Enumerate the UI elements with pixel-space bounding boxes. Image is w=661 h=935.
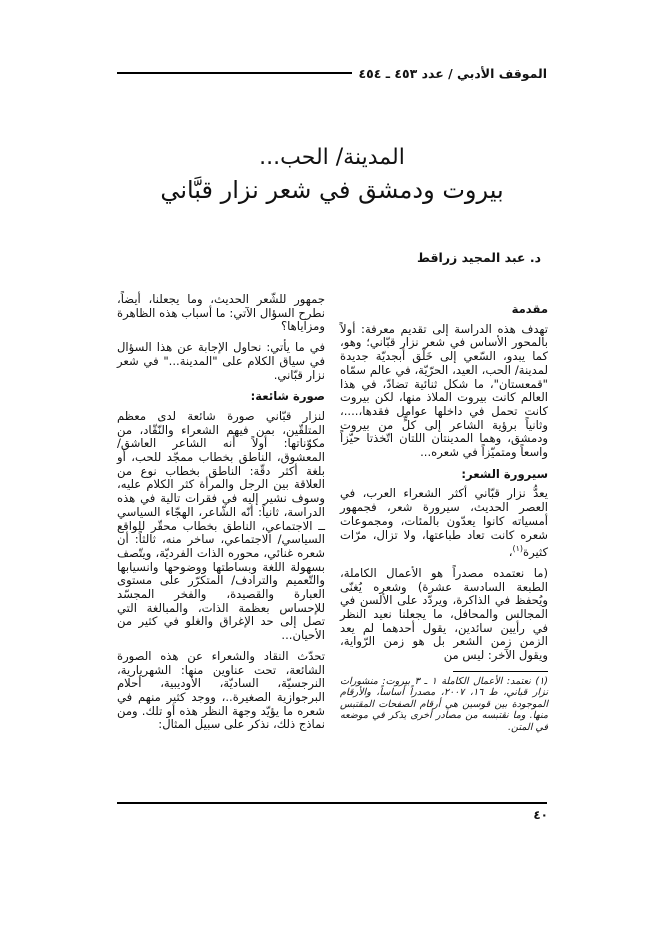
section-paragraph-1 — [340, 487, 548, 559]
article-title — [117, 143, 547, 207]
section-paragraph-1-end: ، — [508, 545, 513, 560]
running-title: الموقف الأدبي / عدد ٤٥٣ ـ ٤٥٤ — [358, 65, 547, 81]
header-rule — [117, 72, 352, 74]
footnote-marker: (١) — [512, 544, 523, 554]
left-column — [117, 293, 325, 739]
left-paragraph-4: تحدّث النقاد والشعراء عن هذه الصورة الشائعة، تحت عناوين منها: الشهريارية، النرجسيّة، الساديّة، الأوديبية، أحلام البرجوازية الصغيرة..، ووجد كثير منهم في شعره ما يؤيّد وجهة النظر هذه أو تلك. ومن نماذج ذلك، نذكر على سبيل المثال: — [117, 648, 325, 732]
intro-heading: مقدمة — [511, 302, 548, 316]
footnote-rule — [453, 671, 548, 672]
title-line-1: المدينة/ الحب... — [259, 145, 405, 170]
left-paragraph-1: جمهور للشّعر الحديث، وما يجعلنا، أيضاً، نطرح السؤال الآتي: ما أسباب هذه الظاهرة ومزاياها؟ — [117, 292, 325, 334]
page-number: ٤٠ — [533, 808, 548, 822]
section-heading-image: صورة شائعة: — [250, 389, 325, 404]
title-line-2: بيروت ودمشق في شعر نزار قبَّاني — [160, 176, 504, 204]
footnote: (١) نعتمد: الأعمال الكاملة ١ ـ ٣ بيروت: منشورات نزار قباني، ط ١٦، ٢٠٠٧، مصدراً أساساً، والأرقام الموجودة بين قوسين هي أرقام الصفحات المقتبس منها. وما نقتبسه من مصادر أخرى يذكر في موضعه في المتن. — [340, 675, 548, 733]
left-paragraph-3: لنزار قبّاني صورة شائعة لدى معظم المتلقّين، بمن فيهم الشعراء والنّقّاد، من مكوّناتها: أولاً أنه الشاعر العاشق/ المعشوق، الناطق بخطاب ممجّد للحب، أو بلغة أكثر دقّة: الناطق بخطاب نوع من العلاقة بين الرجل والمرأة كثر الكلام عليه، وسوف نشير إليه في فقرات تالية في هذه الدراسة، ثانياً: أنّه الشّاعر، الهجّاء السياسي ــ الاجتماعي، الناطق بخطاب محقّر للواقع السياسي/ الاجتماعي، ساخر منه، ثالثاً: أن شعره غنائي، محوره الذات الفرديّة، ويتّصف بسهولة اللغة وبساطتها ووضوحها وانسيابها والتّعميم والترادف/ المتكرّر على مستوى العبارة والقصيدة، والفخر المجسّد للإحساس بعظمة الذات، والمبالغة التي تصل إلى حد الإغراق والغلو في كثير من الأحيان... — [117, 408, 325, 643]
intro-paragraph: تهدف هذه الدراسة إلى تقديم معرفة: أولاً بالمحور الأساس في شعر نزار قبّاني؛ وهو، كما يبدو، السّعي إلى خَلْق أبجديّة جديدة لمدينة/ الحب، العيد، الحرّيّة، في عالم سمّاه "قمعستان"، ما شكل ثنائية تضادّ، في هذا العالم كانت بيروت الملاذ منها، لكن بيروت كانت تحمل في داخلها عوامل فقدها،....، وثانياً برؤية الشاعر إلى كلٍّ من بيروت ودمشق، وهما المدينتان اللتان اتّخذتا حيّزاً واسعاً ومتميّزاً في شعره... — [340, 321, 548, 460]
author-name: د. عبد المجيد زراقط — [416, 250, 541, 265]
footer-rule — [117, 802, 547, 804]
left-paragraph-2: في ما يأتي: نحاول الإجابة عن هذا السؤال في سياق الكلام على "المدينة..." في شعر نزار قبّاني. — [117, 340, 325, 382]
section-paragraph-1-text: يعدُّ نزار قبّاني أكثر الشعراء العرب، في العصر الحديث، سيرورة شعر، فجمهور أمسياته كانوا يعدّون بالمئات، ومجموعات شعره كانت تعاد طباعتها، ولا تزال، مرّات كثيرة — [340, 486, 548, 560]
section-paragraph-2: (ما نعتمده مصدراً هو الأعمال الكاملة، الطبعة السادسة عشرة) وشعره يُغنّى ويُحفظ في الذاكرة، ويردّد على الألسن في المجالس والمحافل، ما يجعلنا نعيد النظر في رأيين سائدين، يقول أحدهما لم يعد الزمن زمن الشعر بل هو زمن الرّواية، ويقول الآخر: ليس من — [340, 565, 548, 663]
running-header — [117, 62, 547, 84]
right-column — [340, 295, 548, 733]
section-heading-poetry: سيرورة الشعر: — [461, 466, 548, 481]
